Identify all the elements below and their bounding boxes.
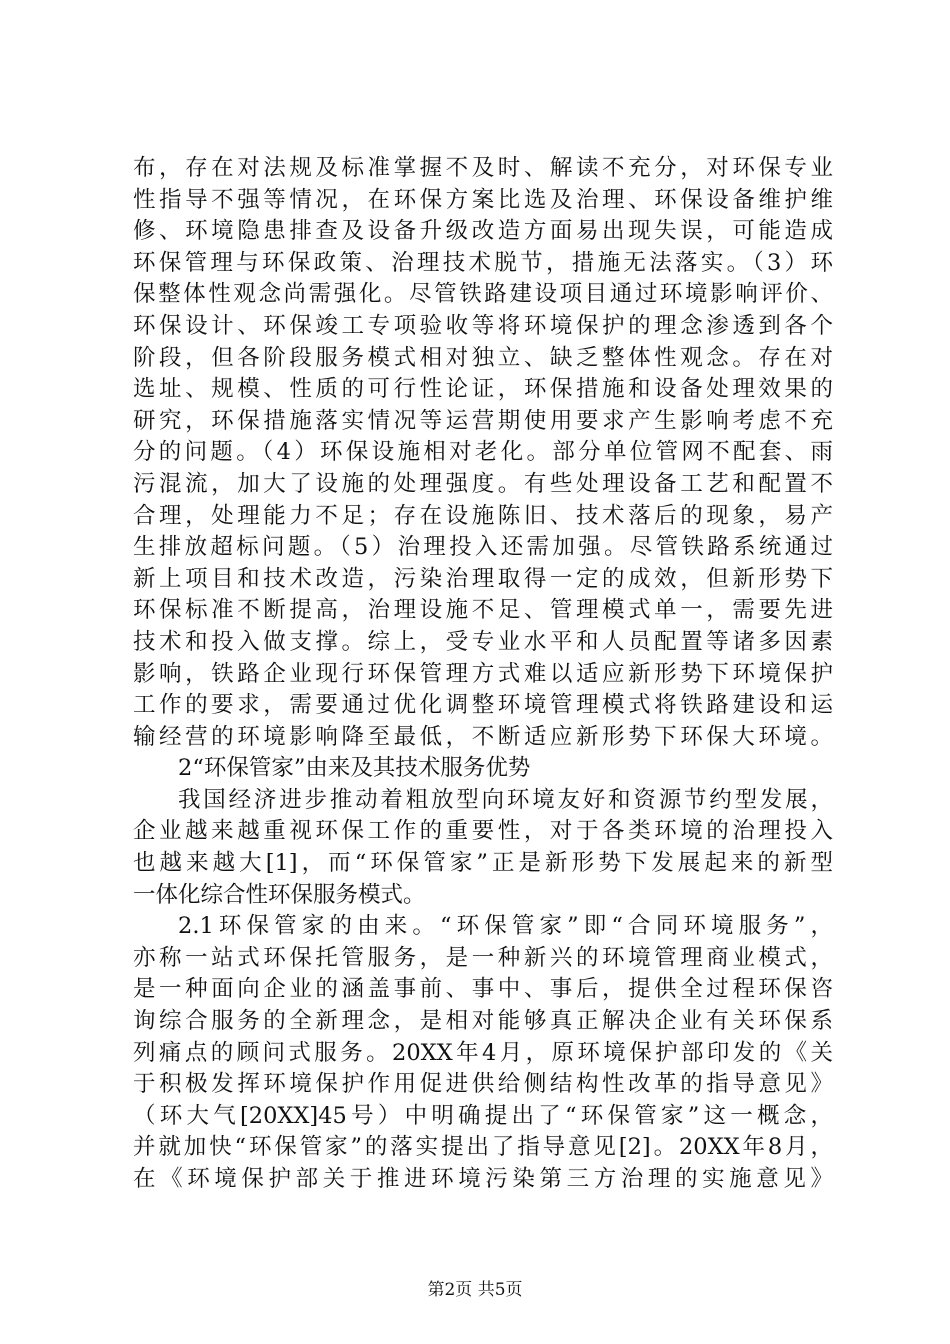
text-line: 新上项目和技术改造，污染治理取得一定的成效，但新形势下 bbox=[133, 565, 833, 592]
text-line: 询综合服务的全新理念，是相对能够真正解决企业有关环保系 bbox=[133, 1008, 833, 1035]
text-line: 是一种面向企业的涵盖事前、事中、事后，提供全过程环保咨 bbox=[133, 976, 833, 1003]
paragraph-1 bbox=[133, 153, 833, 753]
text-line: 我国经济进步推动着粗放型向环境友好和资源节约型发展， bbox=[178, 786, 833, 813]
text-line: 影响，铁路企业现行环保管理方式难以适应新形势下环境保护 bbox=[133, 660, 833, 687]
text-line: 性指导不强等情况，在环保方案比选及治理、环保设备维护维 bbox=[133, 186, 833, 213]
text-line: 输经营的环境影响降至最低，不断适应新形势下环保大环境。 bbox=[133, 723, 833, 750]
text-line: 也越来越大[1]，而“环保管家”正是新形势下发展起来的新型 bbox=[133, 850, 833, 877]
text-line: 工作的要求，需要通过优化调整环境管理模式将铁路建设和运 bbox=[133, 692, 833, 719]
text-line: 研究，环保措施落实情况等运营期使用要求产生影响考虑不充 bbox=[133, 407, 833, 434]
body-text bbox=[133, 153, 833, 1196]
text-line: 并就加快“环保管家”的落实提出了指导意见[2]。20XX年8月， bbox=[133, 1134, 834, 1161]
text-line: 阶段，但各阶段服务模式相对独立、缺乏整体性观念。存在对 bbox=[133, 344, 833, 371]
text-line: 污混流，加大了设施的处理强度。有些处理设备工艺和配置不 bbox=[133, 470, 833, 497]
text-line: 亦称一站式环保托管服务，是一种新兴的环境管理商业模式， bbox=[133, 944, 833, 971]
text-line: 修、环境隐患排查及设备升级改造方面易出现失误，可能造成 bbox=[133, 218, 833, 245]
text-line: 布，存在对法规及标准掌握不及时、解读不充分，对环保专业 bbox=[133, 155, 833, 181]
text-line: 环保管理与环保政策、治理技术脱节，措施无法落实。（3）环 bbox=[133, 249, 833, 276]
text-line: 列痛点的顾问式服务。20XX年4月，原环境保护部印发的《关 bbox=[133, 1039, 833, 1066]
text-line: 环保标准不断提高，治理设施不足、管理模式单一，需要先进 bbox=[133, 597, 833, 624]
page-footer: 第2页 共5页 bbox=[427, 1280, 523, 1300]
text-line: 保整体性观念尚需强化。尽管铁路建设项目通过环境影响评价、 bbox=[133, 281, 833, 308]
text-line: 于积极发挥环境保护作用促进供给侧结构性改革的指导意见》 bbox=[133, 1071, 833, 1098]
paragraph-3 bbox=[133, 911, 833, 1195]
paragraph-2 bbox=[133, 785, 833, 911]
text-line: 在《环境保护部关于推进环境污染第三方治理的实施意见》 bbox=[133, 1166, 833, 1192]
text-line: 环保设计、环保竣工专项验收等将环境保护的理念渗透到各个 bbox=[133, 312, 833, 339]
section-heading: 2“环保管家”由来及其技术服务优势 bbox=[178, 755, 531, 782]
text-line: 企业越来越重视环保工作的重要性，对于各类环境的治理投入 bbox=[133, 818, 833, 845]
text-line: 合理，处理能力不足；存在设施陈旧、技术落后的现象，易产 bbox=[133, 502, 833, 529]
text-line: 选址、规模、性质的可行性论证，环保措施和设备处理效果的 bbox=[133, 376, 833, 403]
text-line: （环大气[20XX]45号）中明确提出了“环保管家”这一概念， bbox=[133, 1102, 833, 1129]
text-line: 一体化综合性环保服务模式。 bbox=[133, 881, 426, 908]
text-line: 生排放超标问题。（5）治理投入还需加强。尽管铁路系统通过 bbox=[133, 534, 833, 561]
text-line: 分的问题。（4）环保设施相对老化。部分单位管网不配套、雨 bbox=[133, 439, 833, 466]
text-line: 技术和投入做支撑。综上，受专业水平和人员配置等诸多因素 bbox=[133, 628, 833, 655]
text-line: 2.1环保管家的由来。“环保管家”即“合同环境服务”， bbox=[178, 913, 833, 940]
